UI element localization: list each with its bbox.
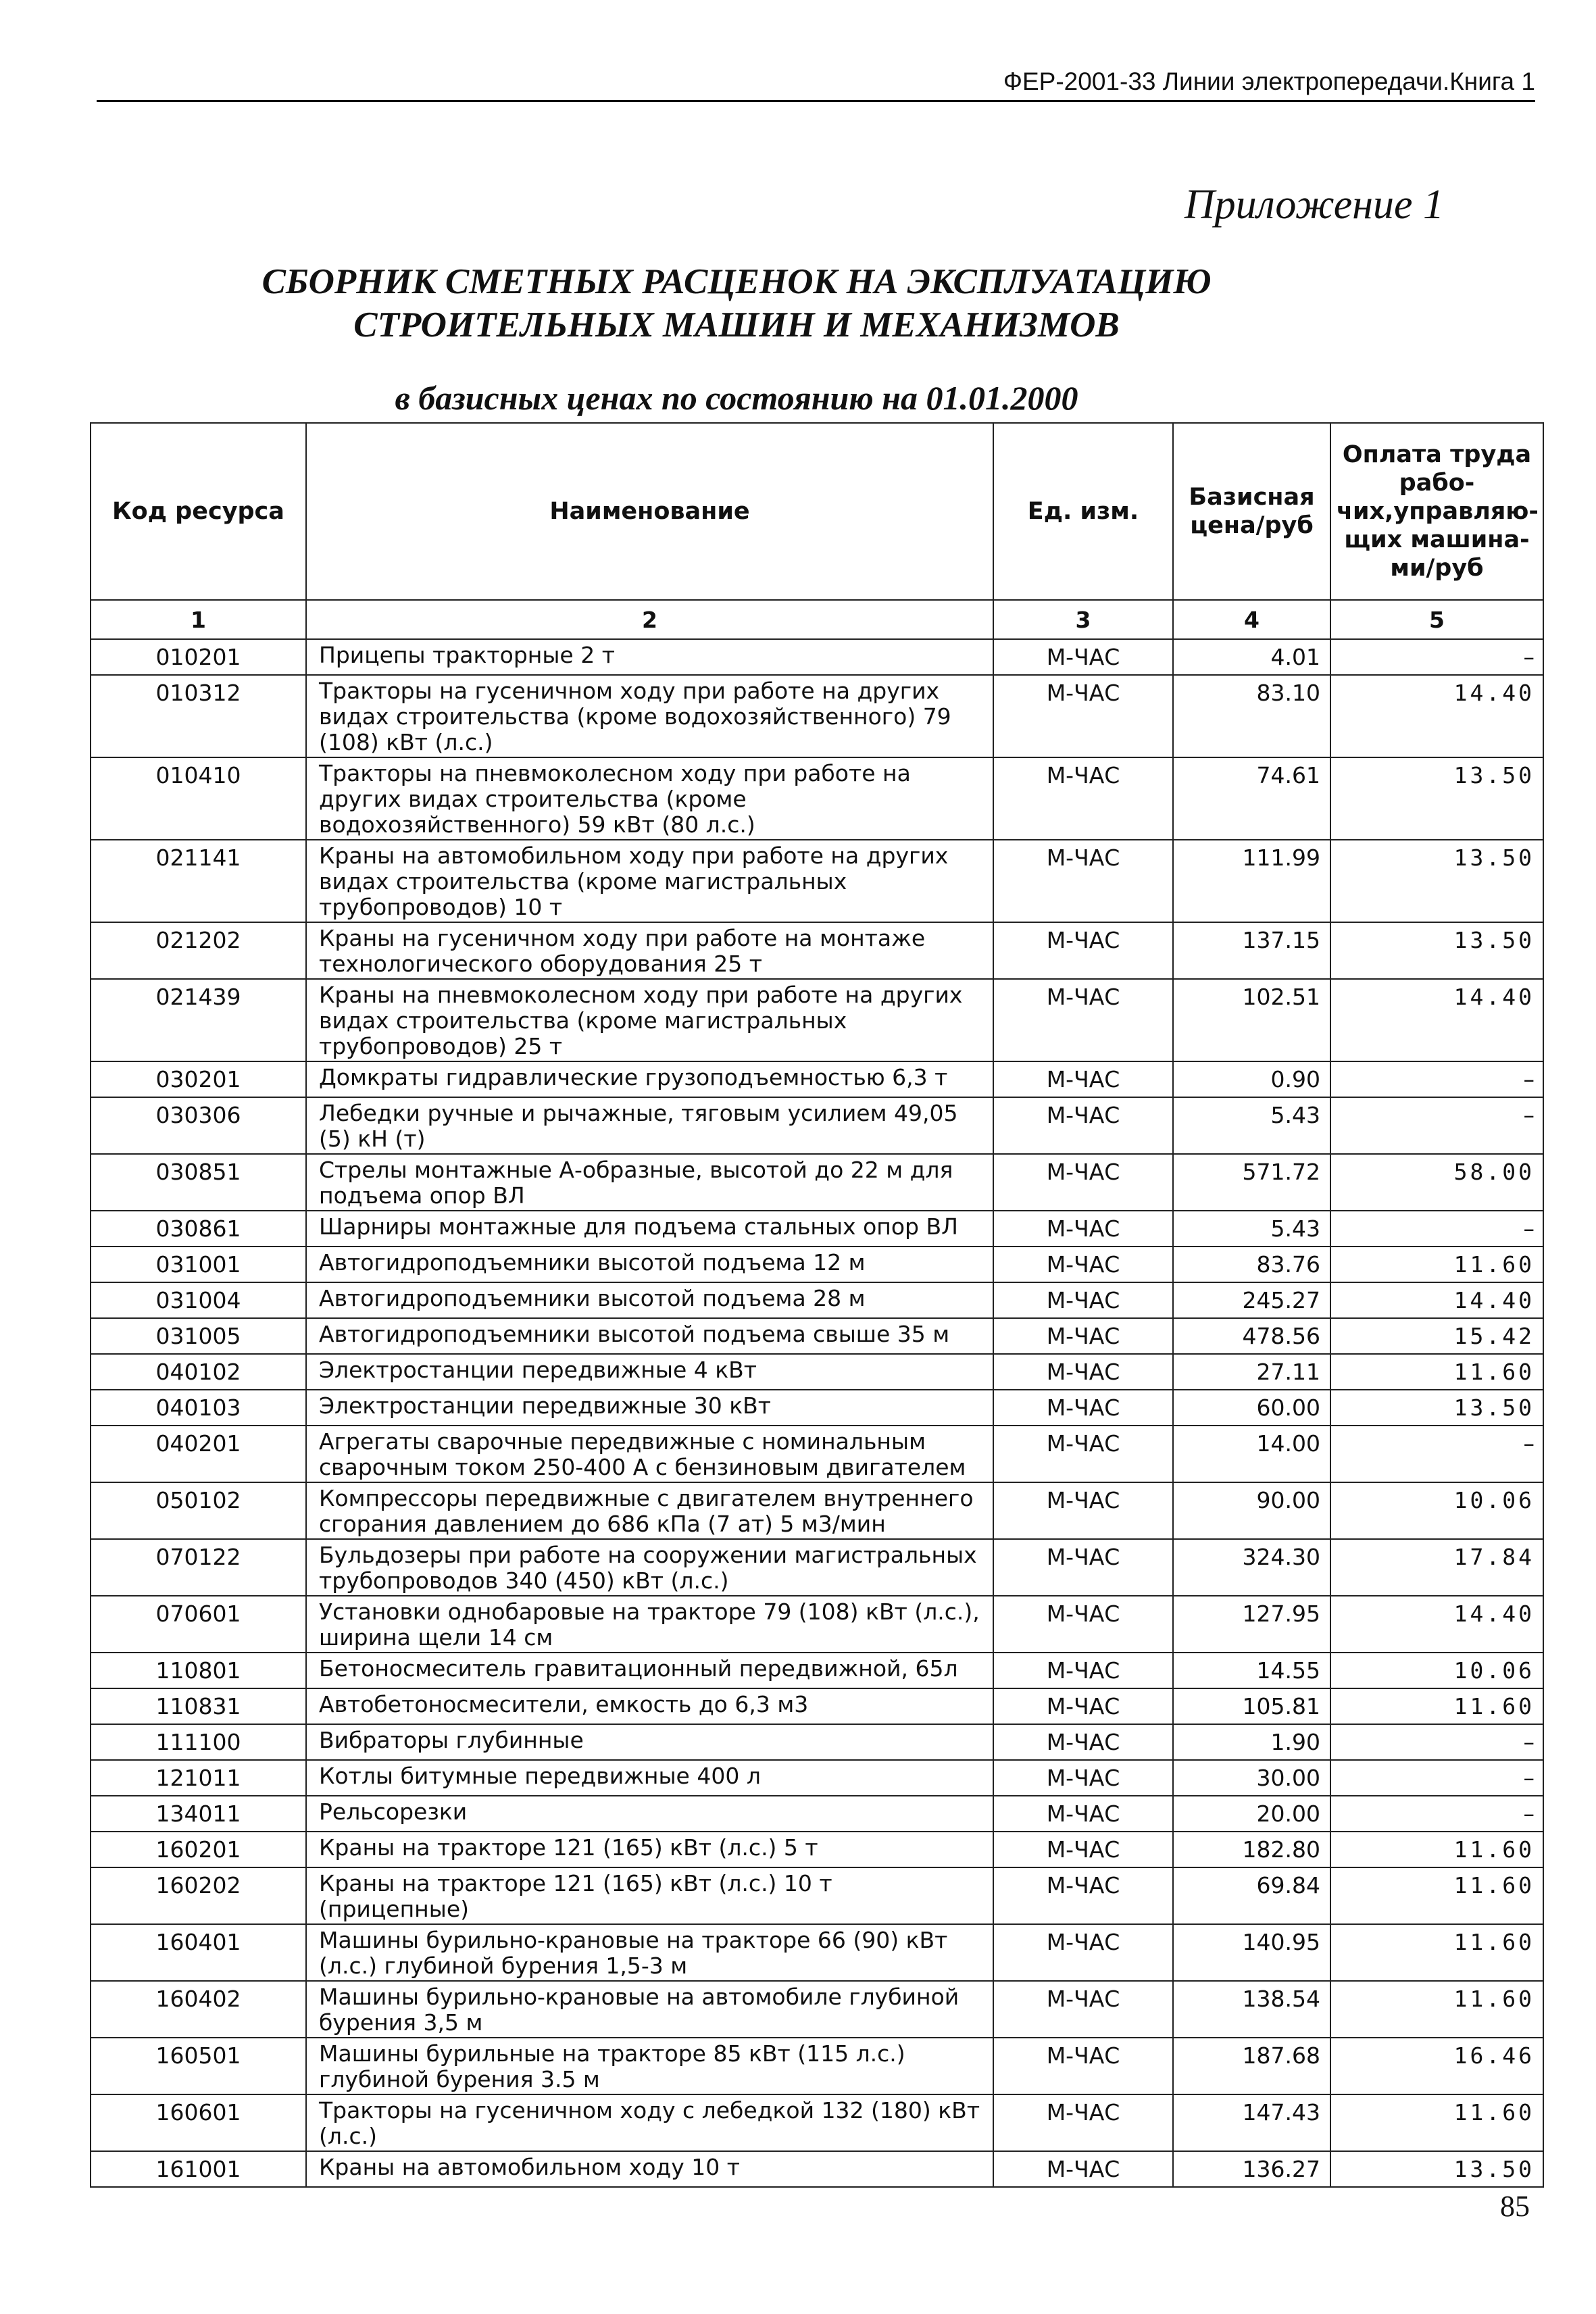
operator-pay: 17.84: [1330, 1539, 1543, 1596]
operator-pay: 14.40: [1330, 675, 1543, 757]
base-price: 147.43: [1173, 2094, 1330, 2151]
page-number: 85: [1500, 2190, 1530, 2223]
resource-name: Краны на тракторе 121 (165) кВт (л.с.) 10 т (прицепные): [306, 1867, 993, 1924]
rates-table: [90, 422, 1544, 2188]
resource-code: 030851: [91, 1154, 306, 1211]
resource-code: 030861: [91, 1211, 306, 1247]
base-price: 90.00: [1173, 1482, 1330, 1539]
operator-pay: –: [1330, 1061, 1543, 1097]
resource-unit: М-ЧАС: [993, 1724, 1173, 1760]
resource-unit: М-ЧАС: [993, 1924, 1173, 1981]
base-price: 0.90: [1173, 1061, 1330, 1097]
operator-pay: 11.60: [1330, 1924, 1543, 1981]
title-line-2: СТРОИТЕЛЬНЫХ МАШИН И МЕХАНИЗМОВ: [353, 305, 1120, 345]
resource-code: 010410: [91, 757, 306, 840]
operator-pay: 10.06: [1330, 1653, 1543, 1688]
operator-pay: 15.42: [1330, 1318, 1543, 1354]
resource-code: 021439: [91, 979, 306, 1061]
table-row: [91, 1154, 1543, 1211]
operator-pay: 11.60: [1330, 1981, 1543, 2038]
base-price: 83.10: [1173, 675, 1330, 757]
resource-code: 030306: [91, 1097, 306, 1154]
table-row: [91, 1390, 1543, 1426]
resource-code: 021141: [91, 840, 306, 922]
resource-code: 030201: [91, 1061, 306, 1097]
resource-code: 110801: [91, 1653, 306, 1688]
resource-unit: М-ЧАС: [993, 1539, 1173, 1596]
base-price: 5.43: [1173, 1097, 1330, 1154]
base-price: 111.99: [1173, 840, 1330, 922]
table-row: [91, 1097, 1543, 1154]
base-price: 69.84: [1173, 1867, 1330, 1924]
base-price: 571.72: [1173, 1154, 1330, 1211]
resource-unit: М-ЧАС: [993, 1211, 1173, 1247]
resource-name: Автогидроподъемники высотой подъема 28 м: [306, 1282, 993, 1318]
resource-unit: М-ЧАС: [993, 2038, 1173, 2094]
resource-code: 110831: [91, 1688, 306, 1724]
table-row: [91, 1924, 1543, 1981]
table-row: [91, 840, 1543, 922]
operator-pay: 14.40: [1330, 979, 1543, 1061]
title-line-1: СБОРНИК СМЕТНЫХ РАСЦЕНОК НА ЭКСПЛУАТАЦИЮ: [261, 262, 1212, 301]
resource-name: Прицепы тракторные 2 т: [306, 639, 993, 675]
resource-unit: М-ЧАС: [993, 979, 1173, 1061]
table-row: [91, 1318, 1543, 1354]
operator-pay: 13.50: [1330, 1390, 1543, 1426]
column-number: 3: [993, 600, 1173, 639]
resource-unit: М-ЧАС: [993, 1426, 1173, 1482]
resource-name: Машины бурильно-крановые на автомобиле глубиной бурения 3,5 м: [306, 1981, 993, 2038]
resource-unit: М-ЧАС: [993, 1981, 1173, 2038]
resource-name: Домкраты гидравлические грузоподъемностью 6,3 т: [306, 1061, 993, 1097]
resource-code: 160401: [91, 1924, 306, 1981]
base-price: 324.30: [1173, 1539, 1330, 1596]
table-row: [91, 1354, 1543, 1390]
table-row: [91, 1539, 1543, 1596]
resource-unit: М-ЧАС: [993, 1061, 1173, 1097]
resource-name: Автогидроподъемники высотой подъема свыше 35 м: [306, 1318, 993, 1354]
operator-pay: 10.06: [1330, 1482, 1543, 1539]
resource-name: Установки однобаровые на тракторе 79 (108) кВт (л.с.), ширина щели 14 см: [306, 1596, 993, 1653]
table-row: [91, 1760, 1543, 1796]
resource-unit: М-ЧАС: [993, 1354, 1173, 1390]
header-name: Наименование: [306, 423, 993, 600]
base-price: 5.43: [1173, 1211, 1330, 1247]
operator-pay: –: [1330, 1211, 1543, 1247]
resource-unit: М-ЧАС: [993, 757, 1173, 840]
resource-name: Электростанции передвижные 30 кВт: [306, 1390, 993, 1426]
operator-pay: 11.60: [1330, 2094, 1543, 2151]
resource-code: 160601: [91, 2094, 306, 2151]
resource-name: Электростанции передвижные 4 кВт: [306, 1354, 993, 1390]
column-number: 2: [306, 600, 993, 639]
operator-pay: 13.50: [1330, 840, 1543, 922]
base-price: 105.81: [1173, 1688, 1330, 1724]
resource-code: 160402: [91, 1981, 306, 2038]
operator-pay: –: [1330, 1426, 1543, 1482]
operator-pay: –: [1330, 1724, 1543, 1760]
operator-pay: 13.50: [1330, 922, 1543, 979]
resource-name: Рельсорезки: [306, 1796, 993, 1832]
resource-name: Краны на автомобильном ходу 10 т: [306, 2151, 993, 2187]
resource-code: 010312: [91, 675, 306, 757]
column-number: 1: [91, 600, 306, 639]
base-price: 27.11: [1173, 1354, 1330, 1390]
resource-code: 031004: [91, 1282, 306, 1318]
operator-pay: –: [1330, 1097, 1543, 1154]
resource-code: 111100: [91, 1724, 306, 1760]
table-row: [91, 1832, 1543, 1867]
resource-name: Бульдозеры при работе на сооружении магистральных трубопроводов 340 (450) кВт (л.с.): [306, 1539, 993, 1596]
resource-unit: М-ЧАС: [993, 1653, 1173, 1688]
resource-name: Автобетоносмесители, емкость до 6,3 м3: [306, 1688, 993, 1724]
resource-code: 070601: [91, 1596, 306, 1653]
resource-name: Компрессоры передвижные с двигателем внутреннего сгорания давлением до 686 кПа (7 ат) 5 м3/мин: [306, 1482, 993, 1539]
resource-name: Краны на гусеничном ходу при работе на монтаже технологического оборудования 25 т: [306, 922, 993, 979]
resource-unit: М-ЧАС: [993, 1247, 1173, 1282]
resource-code: 160202: [91, 1867, 306, 1924]
operator-pay: 11.60: [1330, 1688, 1543, 1724]
base-price: 74.61: [1173, 757, 1330, 840]
resource-unit: М-ЧАС: [993, 1390, 1173, 1426]
base-price: 136.27: [1173, 2151, 1330, 2187]
table-row: [91, 1796, 1543, 1832]
table-header-row: [91, 423, 1543, 600]
resource-code: 160201: [91, 1832, 306, 1867]
table-row: [91, 1596, 1543, 1653]
operator-pay: 13.50: [1330, 757, 1543, 840]
resource-name: Котлы битумные передвижные 400 л: [306, 1760, 993, 1796]
base-price: 30.00: [1173, 1760, 1330, 1796]
resource-code: 021202: [91, 922, 306, 979]
resource-name: Тракторы на гусеничном ходу при работе на других видах строительства (кроме водохозяйственного) 79 (108) кВт (л.с.): [306, 675, 993, 757]
resource-name: Тракторы на пневмоколесном ходу при работе на других видах строительства (кроме водохозяйственного) 59 кВт (80 л.с.): [306, 757, 993, 840]
table-row: [91, 1688, 1543, 1724]
operator-pay: 11.60: [1330, 1832, 1543, 1867]
table-row: [91, 675, 1543, 757]
resource-unit: М-ЧАС: [993, 1832, 1173, 1867]
running-header: ФЕР-2001-33 Линии электропередачи.Книга 1: [1003, 68, 1535, 95]
resource-code: 031005: [91, 1318, 306, 1354]
resource-unit: М-ЧАС: [993, 1282, 1173, 1318]
header-rule: [97, 100, 1535, 102]
document-subtitle: в базисных ценах по состоянию на 01.01.2000: [395, 379, 1078, 417]
base-price: 138.54: [1173, 1981, 1330, 2038]
operator-pay: –: [1330, 1760, 1543, 1796]
table-row: [91, 1482, 1543, 1539]
resource-name: Краны на пневмоколесном ходу при работе на других видах строительства (кроме магистральных трубопроводов) 25 т: [306, 979, 993, 1061]
table-row: [91, 922, 1543, 979]
base-price: 1.90: [1173, 1724, 1330, 1760]
resource-unit: М-ЧАС: [993, 639, 1173, 675]
resource-code: 160501: [91, 2038, 306, 2094]
resource-name: Вибраторы глубинные: [306, 1724, 993, 1760]
table-row: [91, 1426, 1543, 1482]
table-row: [91, 979, 1543, 1061]
operator-pay: –: [1330, 639, 1543, 675]
resource-name: Шарниры монтажные для подъема стальных опор ВЛ: [306, 1211, 993, 1247]
table-row: [91, 1282, 1543, 1318]
operator-pay: 58.00: [1330, 1154, 1543, 1211]
resource-name: Агрегаты сварочные передвижные с номинальным сварочным током 250-400 А с бензиновым двигателем: [306, 1426, 993, 1482]
resource-unit: М-ЧАС: [993, 1154, 1173, 1211]
table-row: [91, 1061, 1543, 1097]
resource-name: Тракторы на гусеничном ходу с лебедкой 132 (180) кВт (л.с.): [306, 2094, 993, 2151]
column-number: 4: [1173, 600, 1330, 639]
resource-code: 031001: [91, 1247, 306, 1282]
resource-code: 121011: [91, 1760, 306, 1796]
operator-pay: –: [1330, 1796, 1543, 1832]
resource-unit: М-ЧАС: [993, 1688, 1173, 1724]
table-row: [91, 639, 1543, 675]
base-price: 60.00: [1173, 1390, 1330, 1426]
column-number: 5: [1330, 600, 1543, 639]
table-row: [91, 1211, 1543, 1247]
operator-pay: 11.60: [1330, 1867, 1543, 1924]
resource-code: 040102: [91, 1354, 306, 1390]
base-price: 245.27: [1173, 1282, 1330, 1318]
resource-unit: М-ЧАС: [993, 2094, 1173, 2151]
header-pay: Оплата труда рабо-чих,управляю-щих машина-ми/руб: [1330, 423, 1543, 600]
resource-name: Лебедки ручные и рычажные, тяговым усилием 49,05 (5) кН (т): [306, 1097, 993, 1154]
operator-pay: 11.60: [1330, 1247, 1543, 1282]
resource-name: Машины бурильно-крановые на тракторе 66 (90) кВт (л.с.) глубиной бурения 1,5-3 м: [306, 1924, 993, 1981]
resource-unit: М-ЧАС: [993, 840, 1173, 922]
resource-unit: М-ЧАС: [993, 1097, 1173, 1154]
base-price: 4.01: [1173, 639, 1330, 675]
table-row: [91, 1981, 1543, 2038]
resource-code: 161001: [91, 2151, 306, 2187]
resource-name: Автогидроподъемники высотой подъема 12 м: [306, 1247, 993, 1282]
base-price: 20.00: [1173, 1796, 1330, 1832]
appendix-label: Приложение 1: [1184, 182, 1444, 228]
resource-unit: М-ЧАС: [993, 2151, 1173, 2187]
resource-code: 010201: [91, 639, 306, 675]
table-row: [91, 1247, 1543, 1282]
table-row: [91, 1724, 1543, 1760]
resource-code: 050102: [91, 1482, 306, 1539]
resource-name: Краны на тракторе 121 (165) кВт (л.с.) 5 т: [306, 1832, 993, 1867]
operator-pay: 11.60: [1330, 1354, 1543, 1390]
table-row: [91, 757, 1543, 840]
base-price: 182.80: [1173, 1832, 1330, 1867]
operator-pay: 13.50: [1330, 2151, 1543, 2187]
resource-unit: М-ЧАС: [993, 675, 1173, 757]
resource-name: Краны на автомобильном ходу при работе на других видах строительства (кроме магистральных трубопроводов) 10 т: [306, 840, 993, 922]
resource-unit: М-ЧАС: [993, 1596, 1173, 1653]
table-row: [91, 2038, 1543, 2094]
resource-unit: М-ЧАС: [993, 922, 1173, 979]
resource-unit: М-ЧАС: [993, 1318, 1173, 1354]
resource-unit: М-ЧАС: [993, 1482, 1173, 1539]
base-price: 14.55: [1173, 1653, 1330, 1688]
operator-pay: 14.40: [1330, 1596, 1543, 1653]
table-row: [91, 1867, 1543, 1924]
resource-unit: М-ЧАС: [993, 1796, 1173, 1832]
resource-unit: М-ЧАС: [993, 1867, 1173, 1924]
resource-code: 040103: [91, 1390, 306, 1426]
table-row: [91, 2151, 1543, 2187]
resource-code: 134011: [91, 1796, 306, 1832]
operator-pay: 14.40: [1330, 1282, 1543, 1318]
resource-code: 070122: [91, 1539, 306, 1596]
header-price: Базисная цена/руб: [1173, 423, 1330, 600]
header-unit: Ед. изм.: [993, 423, 1173, 600]
base-price: 102.51: [1173, 979, 1330, 1061]
resource-name: Машины бурильные на тракторе 85 кВт (115 л.с.) глубиной бурения 3.5 м: [306, 2038, 993, 2094]
base-price: 140.95: [1173, 1924, 1330, 1981]
resource-code: 040201: [91, 1426, 306, 1482]
header-code: Код ресурса: [91, 423, 306, 600]
base-price: 478.56: [1173, 1318, 1330, 1354]
base-price: 187.68: [1173, 2038, 1330, 2094]
table-row: [91, 2094, 1543, 2151]
base-price: 137.15: [1173, 922, 1330, 979]
base-price: 14.00: [1173, 1426, 1330, 1482]
base-price: 127.95: [1173, 1596, 1330, 1653]
column-number-row: [91, 600, 1543, 639]
base-price: 83.76: [1173, 1247, 1330, 1282]
operator-pay: 16.46: [1330, 2038, 1543, 2094]
resource-name: Стрелы монтажные А-образные, высотой до 22 м для подъема опор ВЛ: [306, 1154, 993, 1211]
resource-unit: М-ЧАС: [993, 1760, 1173, 1796]
document-title: [0, 260, 1473, 347]
resource-name: Бетоносмеситель гравитационный передвижной, 65л: [306, 1653, 993, 1688]
table-row: [91, 1653, 1543, 1688]
